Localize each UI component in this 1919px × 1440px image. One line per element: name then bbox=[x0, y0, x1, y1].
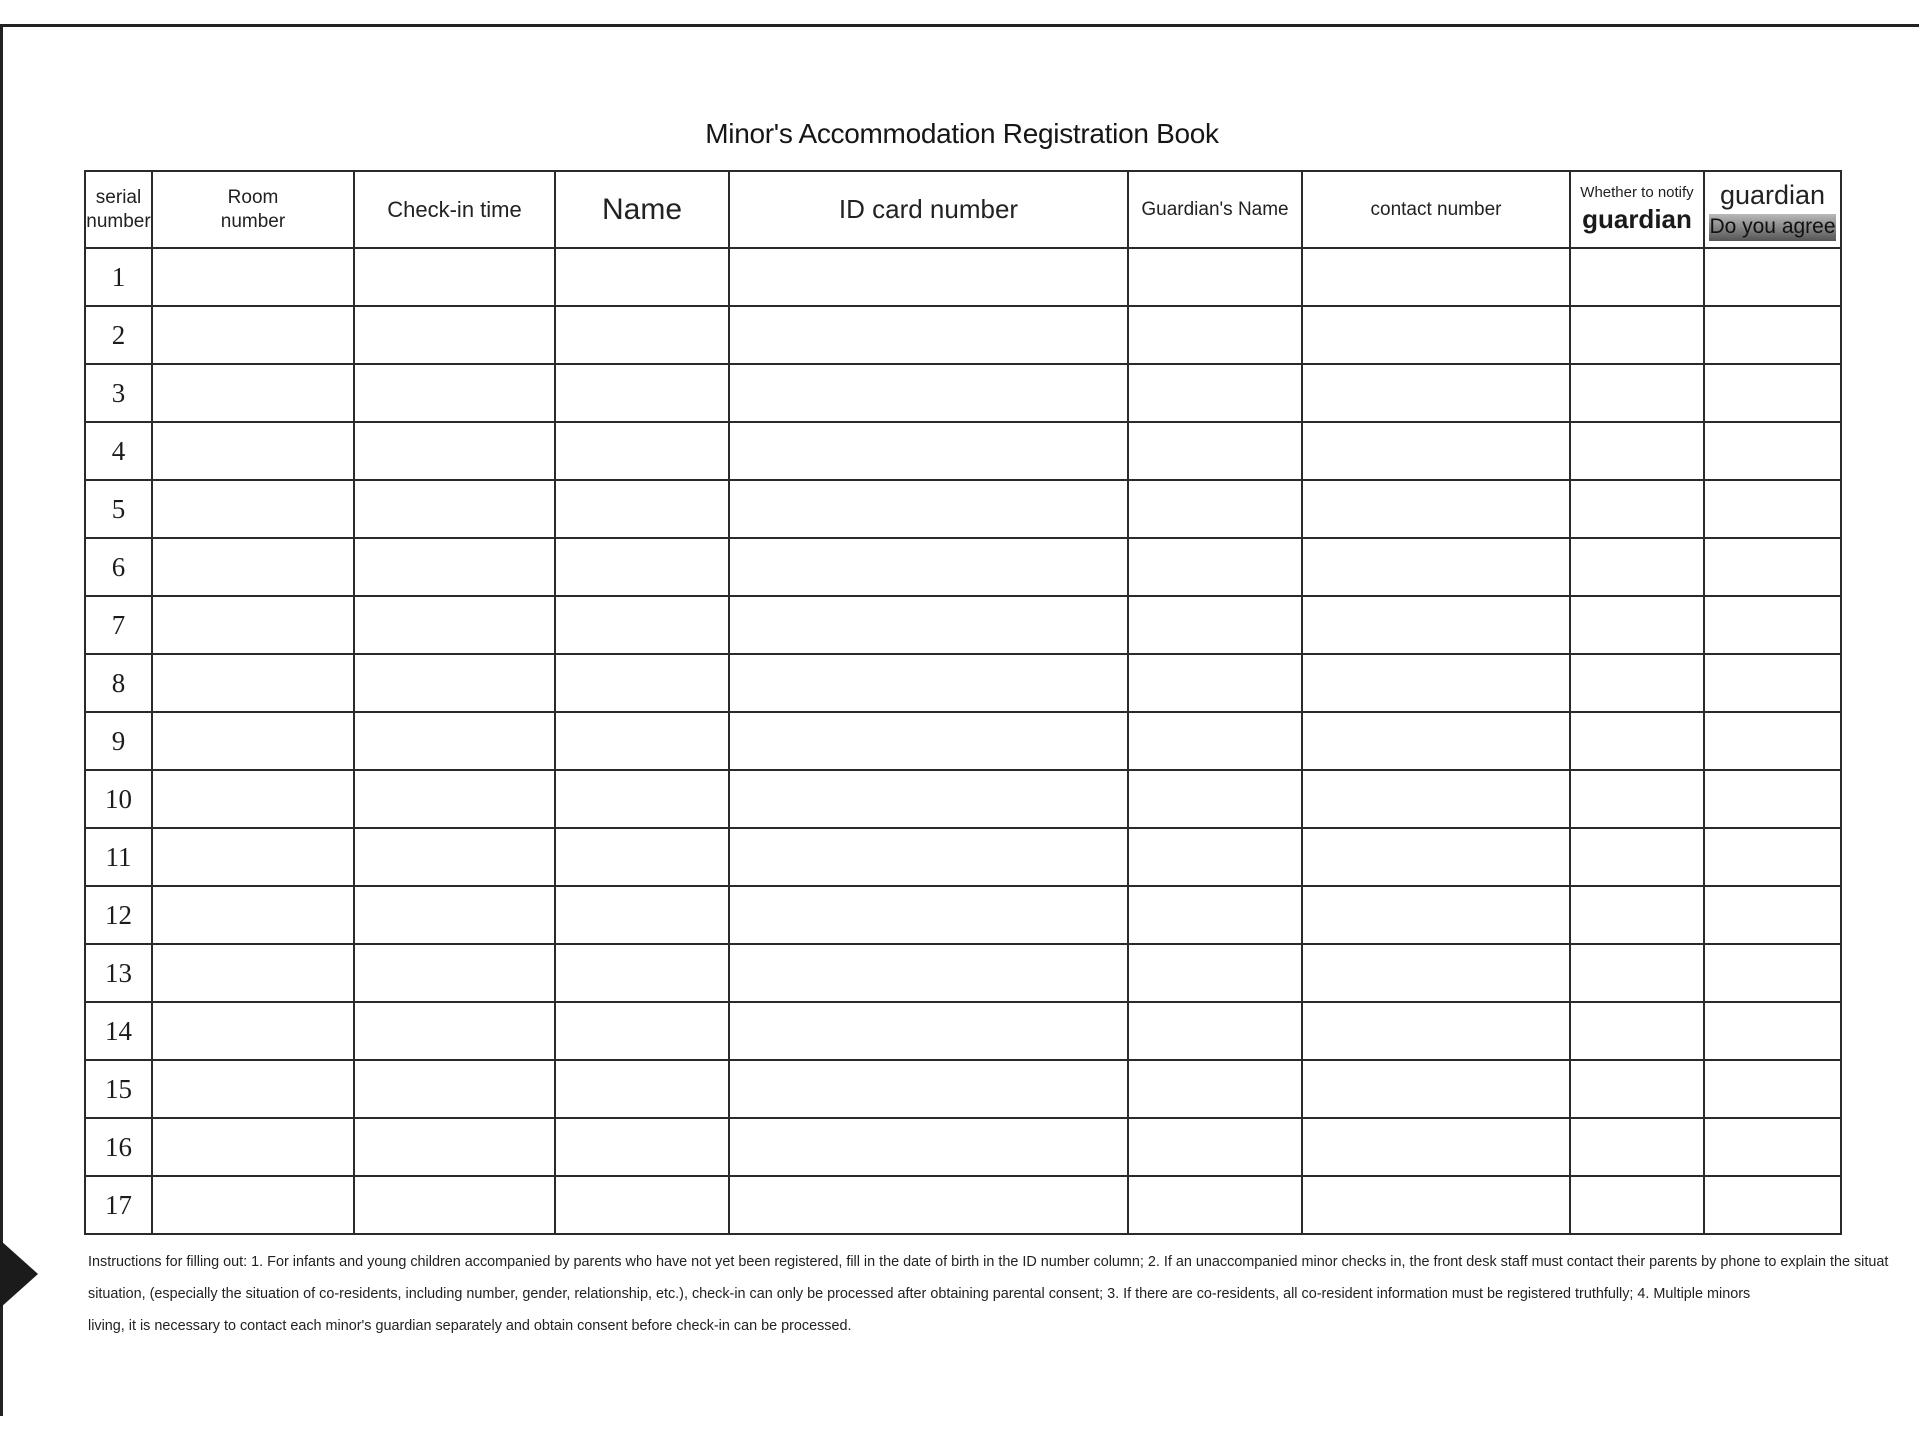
notify-cell[interactable] bbox=[1570, 944, 1704, 1002]
guardian-name-cell[interactable] bbox=[1128, 248, 1302, 306]
guardian-name-cell[interactable] bbox=[1128, 944, 1302, 1002]
table-body bbox=[85, 248, 1841, 1234]
table-row bbox=[85, 944, 1841, 1002]
serial-number-cell: 16 bbox=[85, 1118, 152, 1176]
id-card-cell[interactable] bbox=[729, 1060, 1128, 1118]
checkin-cell[interactable] bbox=[354, 712, 555, 770]
notify-cell[interactable] bbox=[1570, 1060, 1704, 1118]
serial-number-cell: 12 bbox=[85, 886, 152, 944]
checkin-cell[interactable] bbox=[354, 770, 555, 828]
contact-cell[interactable] bbox=[1302, 306, 1570, 364]
checkin-cell[interactable] bbox=[354, 596, 555, 654]
room-cell[interactable] bbox=[152, 538, 354, 596]
table-row bbox=[85, 480, 1841, 538]
contact-cell[interactable] bbox=[1302, 596, 1570, 654]
serial-number-cell: 2 bbox=[85, 306, 152, 364]
id-card-cell[interactable] bbox=[729, 1118, 1128, 1176]
notify-cell[interactable] bbox=[1570, 422, 1704, 480]
checkin-cell[interactable] bbox=[354, 944, 555, 1002]
header-room-line2: number bbox=[220, 210, 286, 232]
id-card-cell[interactable] bbox=[729, 1002, 1128, 1060]
contact-cell[interactable] bbox=[1302, 770, 1570, 828]
header-room-number bbox=[152, 171, 354, 248]
room-cell[interactable] bbox=[152, 654, 354, 712]
room-cell[interactable] bbox=[152, 886, 354, 944]
checkin-cell[interactable] bbox=[354, 828, 555, 886]
instructions-line-2: situation, (especially the situation of co-residents, including number, gender, relationship, etc.), check-in can only be processed after obtaining parental consent; 3. If there are co-residents, all co-resident information must be registered truthfully; 4. Multiple minors bbox=[88, 1286, 1751, 1302]
agree-cell[interactable] bbox=[1704, 596, 1841, 654]
checkin-cell[interactable] bbox=[354, 306, 555, 364]
name-cell[interactable] bbox=[555, 886, 729, 944]
contact-cell[interactable] bbox=[1302, 422, 1570, 480]
id-card-cell[interactable] bbox=[729, 480, 1128, 538]
agree-cell[interactable] bbox=[1704, 654, 1841, 712]
header-serial-number bbox=[85, 171, 152, 248]
guardian-name-cell[interactable] bbox=[1128, 480, 1302, 538]
agree-cell[interactable] bbox=[1704, 828, 1841, 886]
header-serial-line1: serial bbox=[95, 186, 142, 208]
serial-number-cell: 4 bbox=[85, 422, 152, 480]
name-cell[interactable] bbox=[555, 828, 729, 886]
table-header-row bbox=[85, 171, 1841, 248]
serial-number-cell: 6 bbox=[85, 538, 152, 596]
page-frame-top bbox=[0, 24, 1919, 27]
contact-cell[interactable] bbox=[1302, 828, 1570, 886]
registration-table bbox=[84, 170, 1842, 1235]
serial-number-cell: 15 bbox=[85, 1060, 152, 1118]
name-cell[interactable] bbox=[555, 596, 729, 654]
checkin-cell[interactable] bbox=[354, 1060, 555, 1118]
room-cell[interactable] bbox=[152, 480, 354, 538]
contact-cell[interactable] bbox=[1302, 712, 1570, 770]
agree-cell[interactable] bbox=[1704, 248, 1841, 306]
guardian-name-cell[interactable] bbox=[1128, 886, 1302, 944]
name-cell[interactable] bbox=[555, 712, 729, 770]
checkin-cell[interactable] bbox=[354, 886, 555, 944]
agree-cell[interactable] bbox=[1704, 364, 1841, 422]
checkin-cell[interactable] bbox=[354, 422, 555, 480]
guardian-name-cell[interactable] bbox=[1128, 1002, 1302, 1060]
table-row bbox=[85, 1118, 1841, 1176]
notify-cell[interactable] bbox=[1570, 1118, 1704, 1176]
serial-number-cell: 8 bbox=[85, 654, 152, 712]
guardian-name-cell[interactable] bbox=[1128, 1060, 1302, 1118]
checkin-cell[interactable] bbox=[354, 480, 555, 538]
header-agree-line2: Do you agree bbox=[1709, 214, 1836, 240]
serial-number-cell: 1 bbox=[85, 248, 152, 306]
serial-number-cell: 11 bbox=[85, 828, 152, 886]
serial-number-cell: 9 bbox=[85, 712, 152, 770]
table-row bbox=[85, 1176, 1841, 1234]
contact-cell[interactable] bbox=[1302, 944, 1570, 1002]
serial-number-cell: 5 bbox=[85, 480, 152, 538]
checkin-cell[interactable] bbox=[354, 538, 555, 596]
guardian-name-cell[interactable] bbox=[1128, 1176, 1302, 1234]
checkin-cell[interactable] bbox=[354, 1002, 555, 1060]
agree-cell[interactable] bbox=[1704, 770, 1841, 828]
room-cell[interactable] bbox=[152, 1176, 354, 1234]
agree-cell[interactable] bbox=[1704, 944, 1841, 1002]
id-card-cell[interactable] bbox=[729, 1176, 1128, 1234]
name-cell[interactable] bbox=[555, 770, 729, 828]
instructions-line-1: Instructions for filling out: 1. For infants and young children accompanied by parents who have not yet been registered, fill in the date of birth in the ID number column; 2. If an unaccompanied minor checks in, the front desk staff must contact their parents by phone to explain the situat bbox=[88, 1254, 1889, 1270]
page-frame-left bbox=[0, 24, 3, 1416]
contact-cell[interactable] bbox=[1302, 886, 1570, 944]
filling-instructions bbox=[88, 1246, 1919, 1342]
header-id-card-number: ID card number bbox=[729, 171, 1128, 248]
guardian-name-cell[interactable] bbox=[1128, 828, 1302, 886]
agree-cell[interactable] bbox=[1704, 1002, 1841, 1060]
agree-cell[interactable] bbox=[1704, 886, 1841, 944]
room-cell[interactable] bbox=[152, 828, 354, 886]
table-row bbox=[85, 422, 1841, 480]
room-cell[interactable] bbox=[152, 364, 354, 422]
table-row bbox=[85, 770, 1841, 828]
agree-cell[interactable] bbox=[1704, 1176, 1841, 1234]
header-notify-line2: guardian bbox=[1582, 203, 1692, 234]
notify-cell[interactable] bbox=[1570, 1002, 1704, 1060]
guardian-name-cell[interactable] bbox=[1128, 654, 1302, 712]
name-cell[interactable] bbox=[555, 480, 729, 538]
id-card-cell[interactable] bbox=[729, 306, 1128, 364]
header-guardian-name: Guardian's Name bbox=[1128, 171, 1302, 248]
serial-number-cell: 17 bbox=[85, 1176, 152, 1234]
name-cell[interactable] bbox=[555, 1118, 729, 1176]
guardian-name-cell[interactable] bbox=[1128, 306, 1302, 364]
header-checkin-time: Check-in time bbox=[354, 171, 555, 248]
table-row bbox=[85, 886, 1841, 944]
name-cell[interactable] bbox=[555, 944, 729, 1002]
notify-cell[interactable] bbox=[1570, 1176, 1704, 1234]
room-cell[interactable] bbox=[152, 944, 354, 1002]
name-cell[interactable] bbox=[555, 654, 729, 712]
checkin-cell[interactable] bbox=[354, 1176, 555, 1234]
contact-cell[interactable] bbox=[1302, 1002, 1570, 1060]
checkin-cell[interactable] bbox=[354, 364, 555, 422]
agree-cell[interactable] bbox=[1704, 1060, 1841, 1118]
name-cell[interactable] bbox=[555, 538, 729, 596]
notify-cell[interactable] bbox=[1570, 828, 1704, 886]
checkin-cell[interactable] bbox=[354, 248, 555, 306]
contact-cell[interactable] bbox=[1302, 1060, 1570, 1118]
table-row bbox=[85, 828, 1841, 886]
agree-cell[interactable] bbox=[1704, 306, 1841, 364]
agree-cell[interactable] bbox=[1704, 538, 1841, 596]
checkin-cell[interactable] bbox=[354, 654, 555, 712]
guardian-name-cell[interactable] bbox=[1128, 596, 1302, 654]
agree-cell[interactable] bbox=[1704, 712, 1841, 770]
id-card-cell[interactable] bbox=[729, 422, 1128, 480]
name-cell[interactable] bbox=[555, 306, 729, 364]
table-row bbox=[85, 1060, 1841, 1118]
notify-cell[interactable] bbox=[1570, 596, 1704, 654]
contact-cell[interactable] bbox=[1302, 654, 1570, 712]
name-cell[interactable] bbox=[555, 1176, 729, 1234]
checkin-cell[interactable] bbox=[354, 1118, 555, 1176]
name-cell[interactable] bbox=[555, 364, 729, 422]
header-name: Name bbox=[555, 171, 729, 248]
page-title: Minor's Accommodation Registration Book bbox=[705, 118, 1219, 149]
agree-cell[interactable] bbox=[1704, 1118, 1841, 1176]
guardian-name-cell[interactable] bbox=[1128, 1118, 1302, 1176]
room-cell[interactable] bbox=[152, 422, 354, 480]
room-cell[interactable] bbox=[152, 1002, 354, 1060]
room-cell[interactable] bbox=[152, 712, 354, 770]
table-row bbox=[85, 364, 1841, 422]
room-cell[interactable] bbox=[152, 306, 354, 364]
id-card-cell[interactable] bbox=[729, 596, 1128, 654]
table-row bbox=[85, 248, 1841, 306]
notify-cell[interactable] bbox=[1570, 712, 1704, 770]
header-serial-line2: number bbox=[86, 210, 151, 232]
id-card-cell[interactable] bbox=[729, 654, 1128, 712]
guardian-name-cell[interactable] bbox=[1128, 422, 1302, 480]
contact-cell[interactable] bbox=[1302, 1176, 1570, 1234]
room-cell[interactable] bbox=[152, 248, 354, 306]
contact-cell[interactable] bbox=[1302, 248, 1570, 306]
id-card-cell[interactable] bbox=[729, 886, 1128, 944]
contact-cell[interactable] bbox=[1302, 364, 1570, 422]
header-contact-number: contact number bbox=[1302, 171, 1570, 248]
notify-cell[interactable] bbox=[1570, 306, 1704, 364]
left-edge-marker bbox=[0, 1240, 38, 1308]
notify-cell[interactable] bbox=[1570, 364, 1704, 422]
table-row bbox=[85, 712, 1841, 770]
id-card-cell[interactable] bbox=[729, 712, 1128, 770]
room-cell[interactable] bbox=[152, 1060, 354, 1118]
table-row bbox=[85, 538, 1841, 596]
id-card-cell[interactable] bbox=[729, 828, 1128, 886]
serial-number-cell: 13 bbox=[85, 944, 152, 1002]
guardian-name-cell[interactable] bbox=[1128, 770, 1302, 828]
header-room-line1: Room bbox=[227, 186, 279, 208]
agree-cell[interactable] bbox=[1704, 480, 1841, 538]
serial-number-cell: 14 bbox=[85, 1002, 152, 1060]
guardian-name-cell[interactable] bbox=[1128, 364, 1302, 422]
guardian-name-cell[interactable] bbox=[1128, 712, 1302, 770]
table-row bbox=[85, 306, 1841, 364]
notify-cell[interactable] bbox=[1570, 886, 1704, 944]
room-cell[interactable] bbox=[152, 770, 354, 828]
name-cell[interactable] bbox=[555, 248, 729, 306]
contact-cell[interactable] bbox=[1302, 1118, 1570, 1176]
id-card-cell[interactable] bbox=[729, 770, 1128, 828]
contact-cell[interactable] bbox=[1302, 538, 1570, 596]
room-cell[interactable] bbox=[152, 1118, 354, 1176]
serial-number-cell: 7 bbox=[85, 596, 152, 654]
id-card-cell[interactable] bbox=[729, 364, 1128, 422]
contact-cell[interactable] bbox=[1302, 480, 1570, 538]
header-guardian-agree bbox=[1704, 171, 1841, 248]
id-card-cell[interactable] bbox=[729, 944, 1128, 1002]
name-cell[interactable] bbox=[555, 1060, 729, 1118]
room-cell[interactable] bbox=[152, 596, 354, 654]
header-agree-line1: guardian bbox=[1719, 179, 1826, 210]
header-notify-guardian bbox=[1570, 171, 1704, 248]
notify-cell[interactable] bbox=[1570, 654, 1704, 712]
instructions-line-3: living, it is necessary to contact each minor's guardian separately and obtain consent before check-in can be processed. bbox=[88, 1318, 852, 1334]
guardian-name-cell[interactable] bbox=[1128, 538, 1302, 596]
notify-cell[interactable] bbox=[1570, 770, 1704, 828]
notify-cell[interactable] bbox=[1570, 538, 1704, 596]
table-row bbox=[85, 1002, 1841, 1060]
serial-number-cell: 3 bbox=[85, 364, 152, 422]
notify-cell[interactable] bbox=[1570, 248, 1704, 306]
agree-cell[interactable] bbox=[1704, 422, 1841, 480]
header-notify-line1: Whether to notify bbox=[1580, 183, 1694, 201]
id-card-cell[interactable] bbox=[729, 248, 1128, 306]
notify-cell[interactable] bbox=[1570, 480, 1704, 538]
name-cell[interactable] bbox=[555, 422, 729, 480]
table-row bbox=[85, 654, 1841, 712]
id-card-cell[interactable] bbox=[729, 538, 1128, 596]
name-cell[interactable] bbox=[555, 1002, 729, 1060]
serial-number-cell: 10 bbox=[85, 770, 152, 828]
table-row bbox=[85, 596, 1841, 654]
